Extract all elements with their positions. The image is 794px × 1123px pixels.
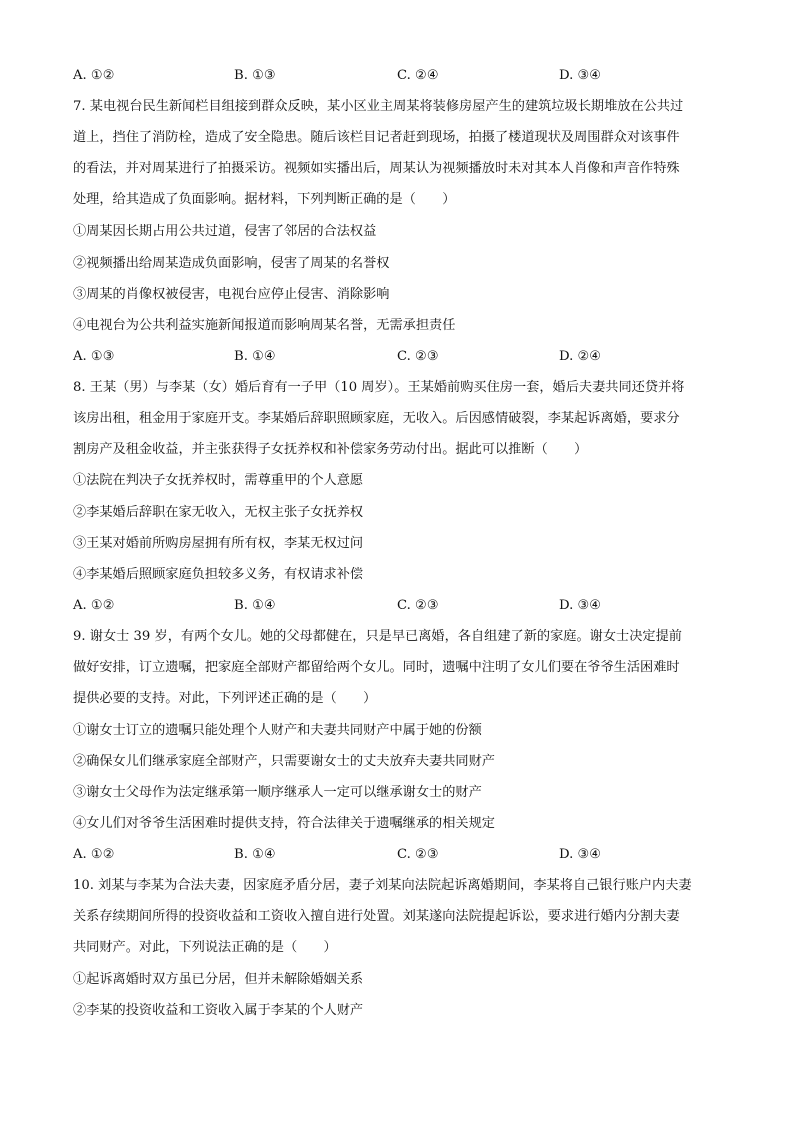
- q10-statement-2: ②李某的投资收益和工资收入属于李某的个人财产: [73, 1003, 364, 1018]
- q9-statement-4: ④女儿们对爷爷生活困难时提供支持，符合法律关于遗嘱继承的相关规定: [73, 816, 495, 831]
- q9-option-c: C. ②③: [397, 847, 439, 862]
- q6-option-b: B. ①③: [234, 68, 276, 83]
- q10-stem-line-1: 10. 刘某与李某为合法夫妻，因家庭矛盾分居，妻子刘某向法院起诉离婚期间，李某将自己银行账户内夫妻: [73, 878, 692, 893]
- q9-statement-1: ①谢女士订立的遗嘱只能处理个人财产和夫妻共同财产中属于她的份额: [73, 723, 482, 738]
- q7-stem-line-3: 的看法，并对周某进行了拍摄采访。视频如实播出后，周某认为视频播放时未对其本人肖像和声音作特殊: [73, 161, 680, 176]
- q8-options: [73, 596, 733, 616]
- q7-stem-line-1: 7. 某电视台民生新闻栏目组接到群众反映，某小区业主周某将装修房屋产生的建筑垃圾长期堆放在公共过: [73, 99, 684, 114]
- q8-stem-line-1: 8. 王某（男）与李某（女）婚后育有一子甲（10 周岁）。王某婚前购买住房一套，婚后夫妻共同还贷并将: [73, 380, 685, 395]
- q8-statement-4: ④李某婚后照顾家庭负担较多义务，有权请求补偿: [73, 567, 364, 582]
- q6-option-a: A. ①②: [73, 68, 115, 83]
- q7-statement-3: ③周某的肖像权被侵害，电视台应停止侵害、消除影响: [73, 287, 390, 302]
- q9-options: [73, 845, 733, 865]
- q9-option-a: A. ①②: [73, 847, 115, 862]
- q8-option-b: B. ①④: [234, 598, 276, 613]
- q9-statement-2: ②确保女儿们继承家庭全部财产，只需要谢女士的丈夫放弃夫妻共同财产: [73, 754, 495, 769]
- q7-statement-4: ④电视台为公共利益实施新闻报道而影响周某名誉，无需承担责任: [73, 318, 456, 333]
- q7-stem-line-2: 道上，挡住了消防栓，造成了安全隐患。随后该栏目记者赶到现场，拍摄了楼道现状及周围群众对该事件: [73, 130, 680, 145]
- q7-option-d: D. ②④: [559, 349, 602, 364]
- q7-statement-2: ②视频播出给周某造成负面影响，侵害了周某的名誉权: [73, 256, 390, 271]
- q8-statement-2: ②李某婚后辞职在家无收入，无权主张子女抚养权: [73, 505, 364, 520]
- q7-option-c: C. ②③: [397, 349, 439, 364]
- q9-stem-line-2: 做好安排，订立遗嘱，把家庭全部财产都留给两个女儿。同时，遗嘱中注明了女儿们要在爷爷生活困难时: [73, 660, 680, 675]
- q10-stem-line-2: 关系存续期间所得的投资收益和工资收入擅自进行处置。刘某遂向法院提起诉讼，要求进行婚内分割夫妻: [73, 909, 680, 924]
- q7-options: [73, 347, 733, 367]
- q6-option-c: C. ②④: [397, 68, 439, 83]
- q9-option-b: B. ①④: [234, 847, 276, 862]
- q6-options: [73, 66, 733, 86]
- q9-stem-line-3: 提供必要的支持。对此，下列评述正确的是（ ）: [73, 691, 377, 706]
- q9-option-d: D. ③④: [559, 847, 602, 862]
- q8-stem-line-3: 割房产及租金收益，并主张获得子女抚养权和补偿家务劳动付出。据此可以推断（ ）: [73, 442, 588, 457]
- q8-option-a: A. ①②: [73, 598, 115, 613]
- q8-option-d: D. ③④: [559, 598, 602, 613]
- q7-option-a: A. ①③: [73, 349, 115, 364]
- q10-stem-line-3: 共同财产。对此，下列说法正确的是（ ）: [73, 940, 337, 955]
- q8-stem-line-2: 该房出租，租金用于家庭开支。李某婚后辞职照顾家庭，无收入。后因感情破裂，李某起诉离婚，要求分: [73, 411, 680, 426]
- q7-statement-1: ①周某因长期占用公共过道，侵害了邻居的合法权益: [73, 224, 377, 239]
- q6-option-d: D. ③④: [559, 68, 602, 83]
- q8-option-c: C. ②③: [397, 598, 439, 613]
- q7-option-b: B. ①④: [234, 349, 276, 364]
- q8-statement-3: ③王某对婚前所购房屋拥有所有权，李某无权过问: [73, 536, 364, 551]
- q10-statement-1: ①起诉离婚时双方虽已分居，但并未解除婚姻关系: [73, 972, 364, 987]
- q7-stem-line-4: 处理，给其造成了负面影响。据材料，下列判断正确的是（ ）: [73, 192, 456, 207]
- q9-stem-line-1: 9. 谢女士 39 岁，有两个女儿。她的父母都健在，只是早已离婚，各自组建了新的家庭。谢女士决定提前: [73, 629, 682, 644]
- q8-statement-1: ①法院在判决子女抚养权时，需尊重甲的个人意愿: [73, 473, 364, 488]
- q9-statement-3: ③谢女士父母作为法定继承第一顺序继承人一定可以继承谢女士的财产: [73, 785, 482, 800]
